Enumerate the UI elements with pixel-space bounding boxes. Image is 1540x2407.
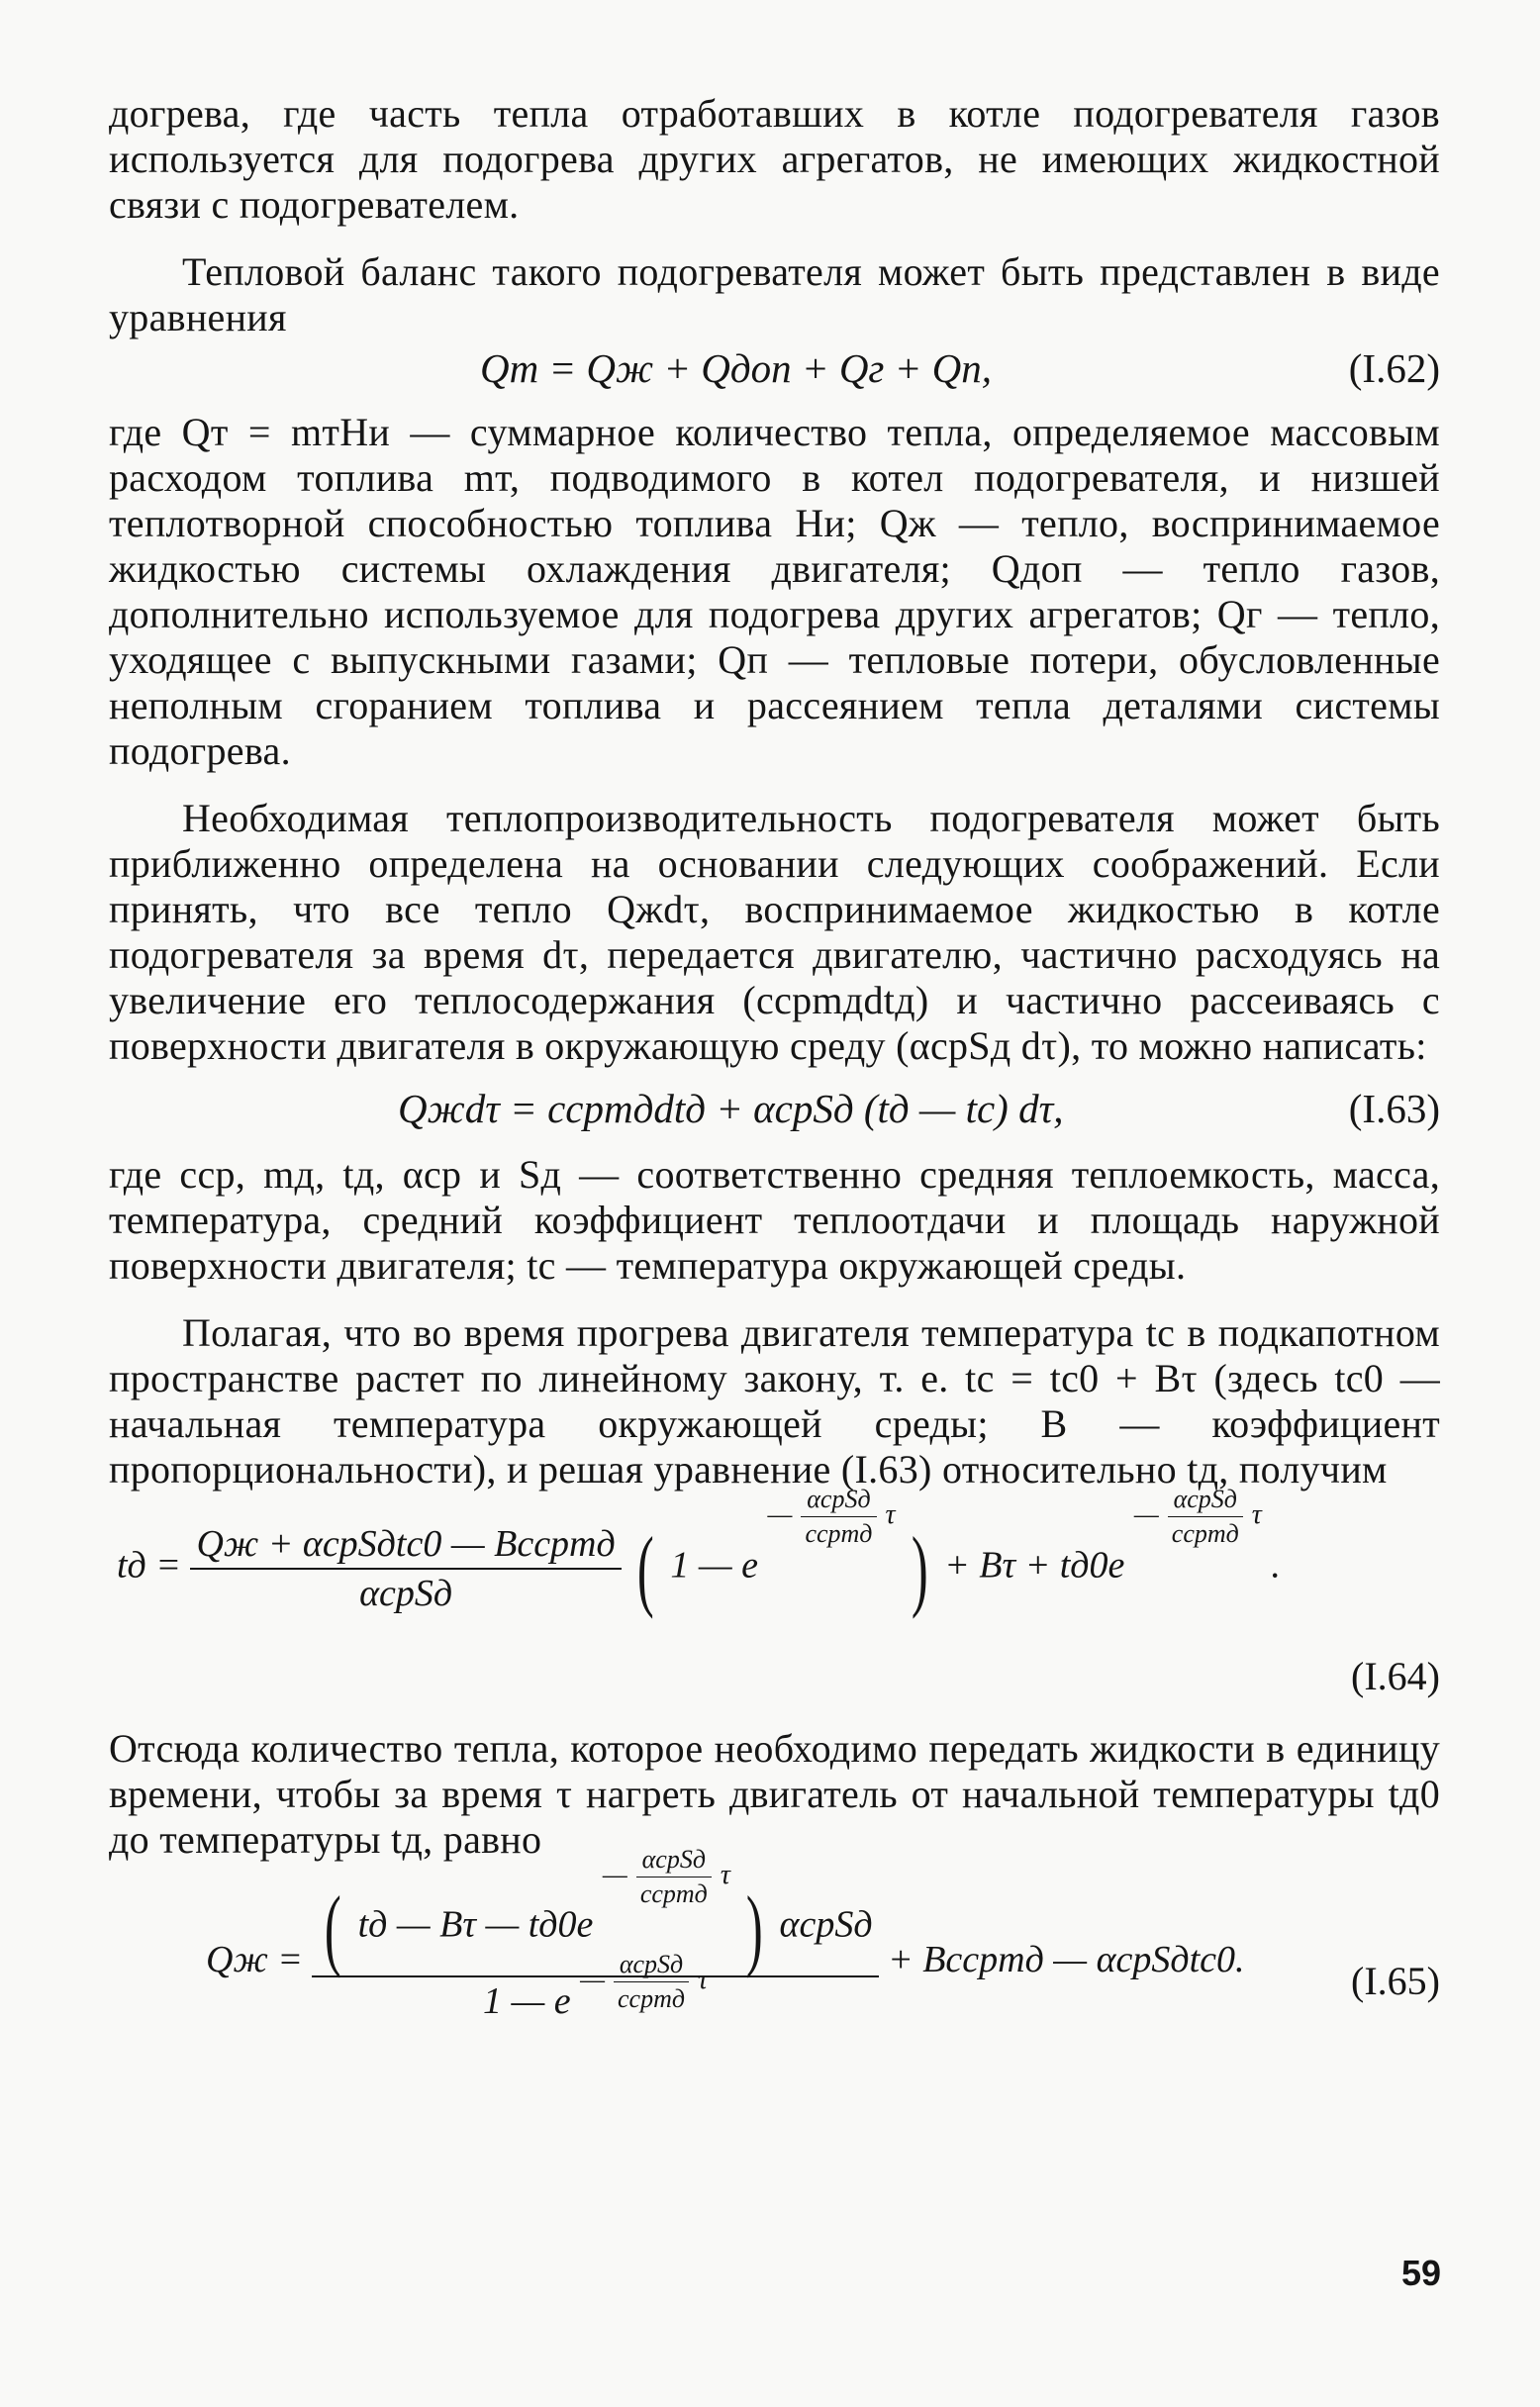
equation-I65-numerator: ( tд — Bτ — tд0e — $\frac{\text{αсрSд}}{\text{cсрmд}}$ τ ) αсрSд (312, 1882, 878, 1977)
equation-I64-lhs: tд = (117, 1544, 181, 1587)
left-paren: ( (637, 1518, 654, 1619)
paragraph-5: где cср, mд, tд, αср и Sд — соответственно средняя теплоемкость, масса, температура, средний коэффициент теплоотдачи и площадь наружной поверхности двигателя; tс — температура окружающей среды. (109, 1152, 1440, 1288)
equation-I65-den-exponent: — $\frac{\text{αсрSд}}{\text{cсрmд}}$ τ (580, 1950, 709, 2013)
page-number: 59 (1401, 2253, 1442, 2293)
page-content (109, 91, 1440, 2090)
equation-I64-numerator: Qж + αсрSдtс0 — Bcсрmд (190, 1522, 621, 1570)
equation-I64-exponent: — $\frac{\text{αсрSд}}{\text{cсрmд}}$ τ (767, 1485, 896, 1548)
equation-I65-denominator (477, 1950, 714, 2044)
equation-I64-one-minus-e: 1 — e (670, 1544, 759, 1587)
equation-I64-fraction (190, 1522, 621, 1615)
paragraph-6: Полагая, что во время прогрева двигателя температура tс в подкапотном пространстве растет по линейному закону, т. е. tс = tс0 + Bτ (здесь tс0 — начальная температура окружающей среды; B — коэффициент пропорциональности), и решая уравнение (I.63) относительно tд, получим (109, 1310, 1440, 1492)
equation-I65-inner-exponent: — $\frac{\text{αсрSд}}{\text{cсрmд}}$ τ (602, 1845, 730, 1908)
equation-I64-exponent-2: — $\frac{\text{αсрSд}}{\text{cсрmд}}$ τ (1133, 1485, 1262, 1548)
inner-exp-denominator: cсрmд (639, 1879, 708, 1908)
exp-numerator: αсрSд (801, 1485, 876, 1517)
paragraph-7: Отсюда количество тепла, которое необходимо передать жидкости в единицу времени, чтобы за время τ нагреть двигатель от начальной температуры tд0 до температуры tд, равно (109, 1726, 1440, 1862)
den-exp-tau: τ (698, 1964, 709, 1995)
equation-I63 (109, 1069, 1440, 1144)
equation-I65-fraction (312, 1845, 878, 2044)
den-exp-numerator: αсрSд (614, 1950, 689, 1982)
equation-I64-tail: + Bτ + tд0e (944, 1544, 1125, 1587)
paragraph-3: где Qт = mтHи — суммарное количество тепла, определяемое массовым расходом топлива mт, подводимого в котел подогревателя, и низшей теплотворной способностью топлива Hи; Qж — тепло, воспринимаемое жидкостью системы охлаждения двигателя; Qдоп — тепло газов, дополнительно используемое для подогрева других агрегатов; Qг — тепло, уходящее с выпускными газами; Qп — тепловые потери, обусловленные неполным сгоранием топлива и рассеянием тепла деталями системы подогрева. (109, 410, 1440, 773)
equation-I65-number: (I.65) (1351, 1959, 1440, 2003)
equation-I65 (109, 1845, 1440, 2090)
paragraph-1: догрева, где часть тепла отработавших в котле подогревателя газов используется для подогрева других агрегатов, не имеющих жидкостной связи с подогревателем. (109, 91, 1440, 227)
inner-exp-numerator: αсрSд (636, 1845, 712, 1877)
equation-I62-body: Qт = Qж + Qдоп + Qг + Qп, (480, 345, 992, 391)
equation-I64-body: tд = $\frac{\text{Qж + αсрSдtс0 — Bcсрmд}}{\text{αсрSд}}$ ( 1 — e — $\frac{\text{αсрSд}}{\text{cсрmд}}$ τ ) + Bτ + tд0e — $\frac{\text{αсрSд}}{\text{cсрmд}}$ τ . (117, 1485, 1281, 1619)
den-one-minus-e: 1 — e (482, 1980, 571, 2022)
paragraph-2: Тепловой баланс такого подогревателя может быть представлен в виде уравнения (109, 249, 1440, 339)
equation-I65-tail: + Bcсрmд — αсрSдtс0. (888, 1939, 1245, 1981)
paragraph-4: Необходимая теплопроизводительность подогревателя может быть приближенно определена на основании следующих соображений. Если принять, что все тепло Qжdτ, воспринимаемое жидкостью в котле подогревателя за время dτ, передается двигателю, частично расходуясь на увеличение его теплосодержания (cсрmдdtд) и частично рассеиваясь с поверхности двигателя в окружающую среду (αсрSд dτ), то можно написать: (109, 796, 1440, 1068)
den-exp-denominator: cсрmд (618, 1984, 686, 2013)
equation-I65-inner: tд — Bτ — tд0e (357, 1903, 594, 1946)
equation-I65-factor: αсрSд (779, 1903, 873, 1946)
right-paren: ) (911, 1518, 928, 1619)
equation-I65-lhs: Qж = (206, 1939, 303, 1981)
equation-I64 (109, 1485, 1440, 1702)
equation-I64-denominator: αсрSд (359, 1573, 453, 1614)
exp-denominator: cсрmд (805, 1519, 873, 1548)
equation-I64-number: (I.64) (1351, 1654, 1440, 1698)
equation-I62-number: (I.62) (1348, 345, 1440, 391)
equation-I63-number: (I.63) (1348, 1086, 1440, 1131)
exp2-denominator: cсрmд (1171, 1519, 1239, 1548)
equation-I62 (109, 340, 1440, 396)
equation-I65-body (206, 1845, 1245, 2044)
exp2-tau: τ (1251, 1498, 1262, 1530)
exp2-numerator: αсрSд (1168, 1485, 1243, 1517)
exp-tau: τ (885, 1498, 896, 1530)
inner-exp-tau: τ (720, 1859, 730, 1890)
equation-I63-body: Qжdτ = cсрmдdtд + αсрSд (tд — tс) dτ, (398, 1086, 1064, 1131)
